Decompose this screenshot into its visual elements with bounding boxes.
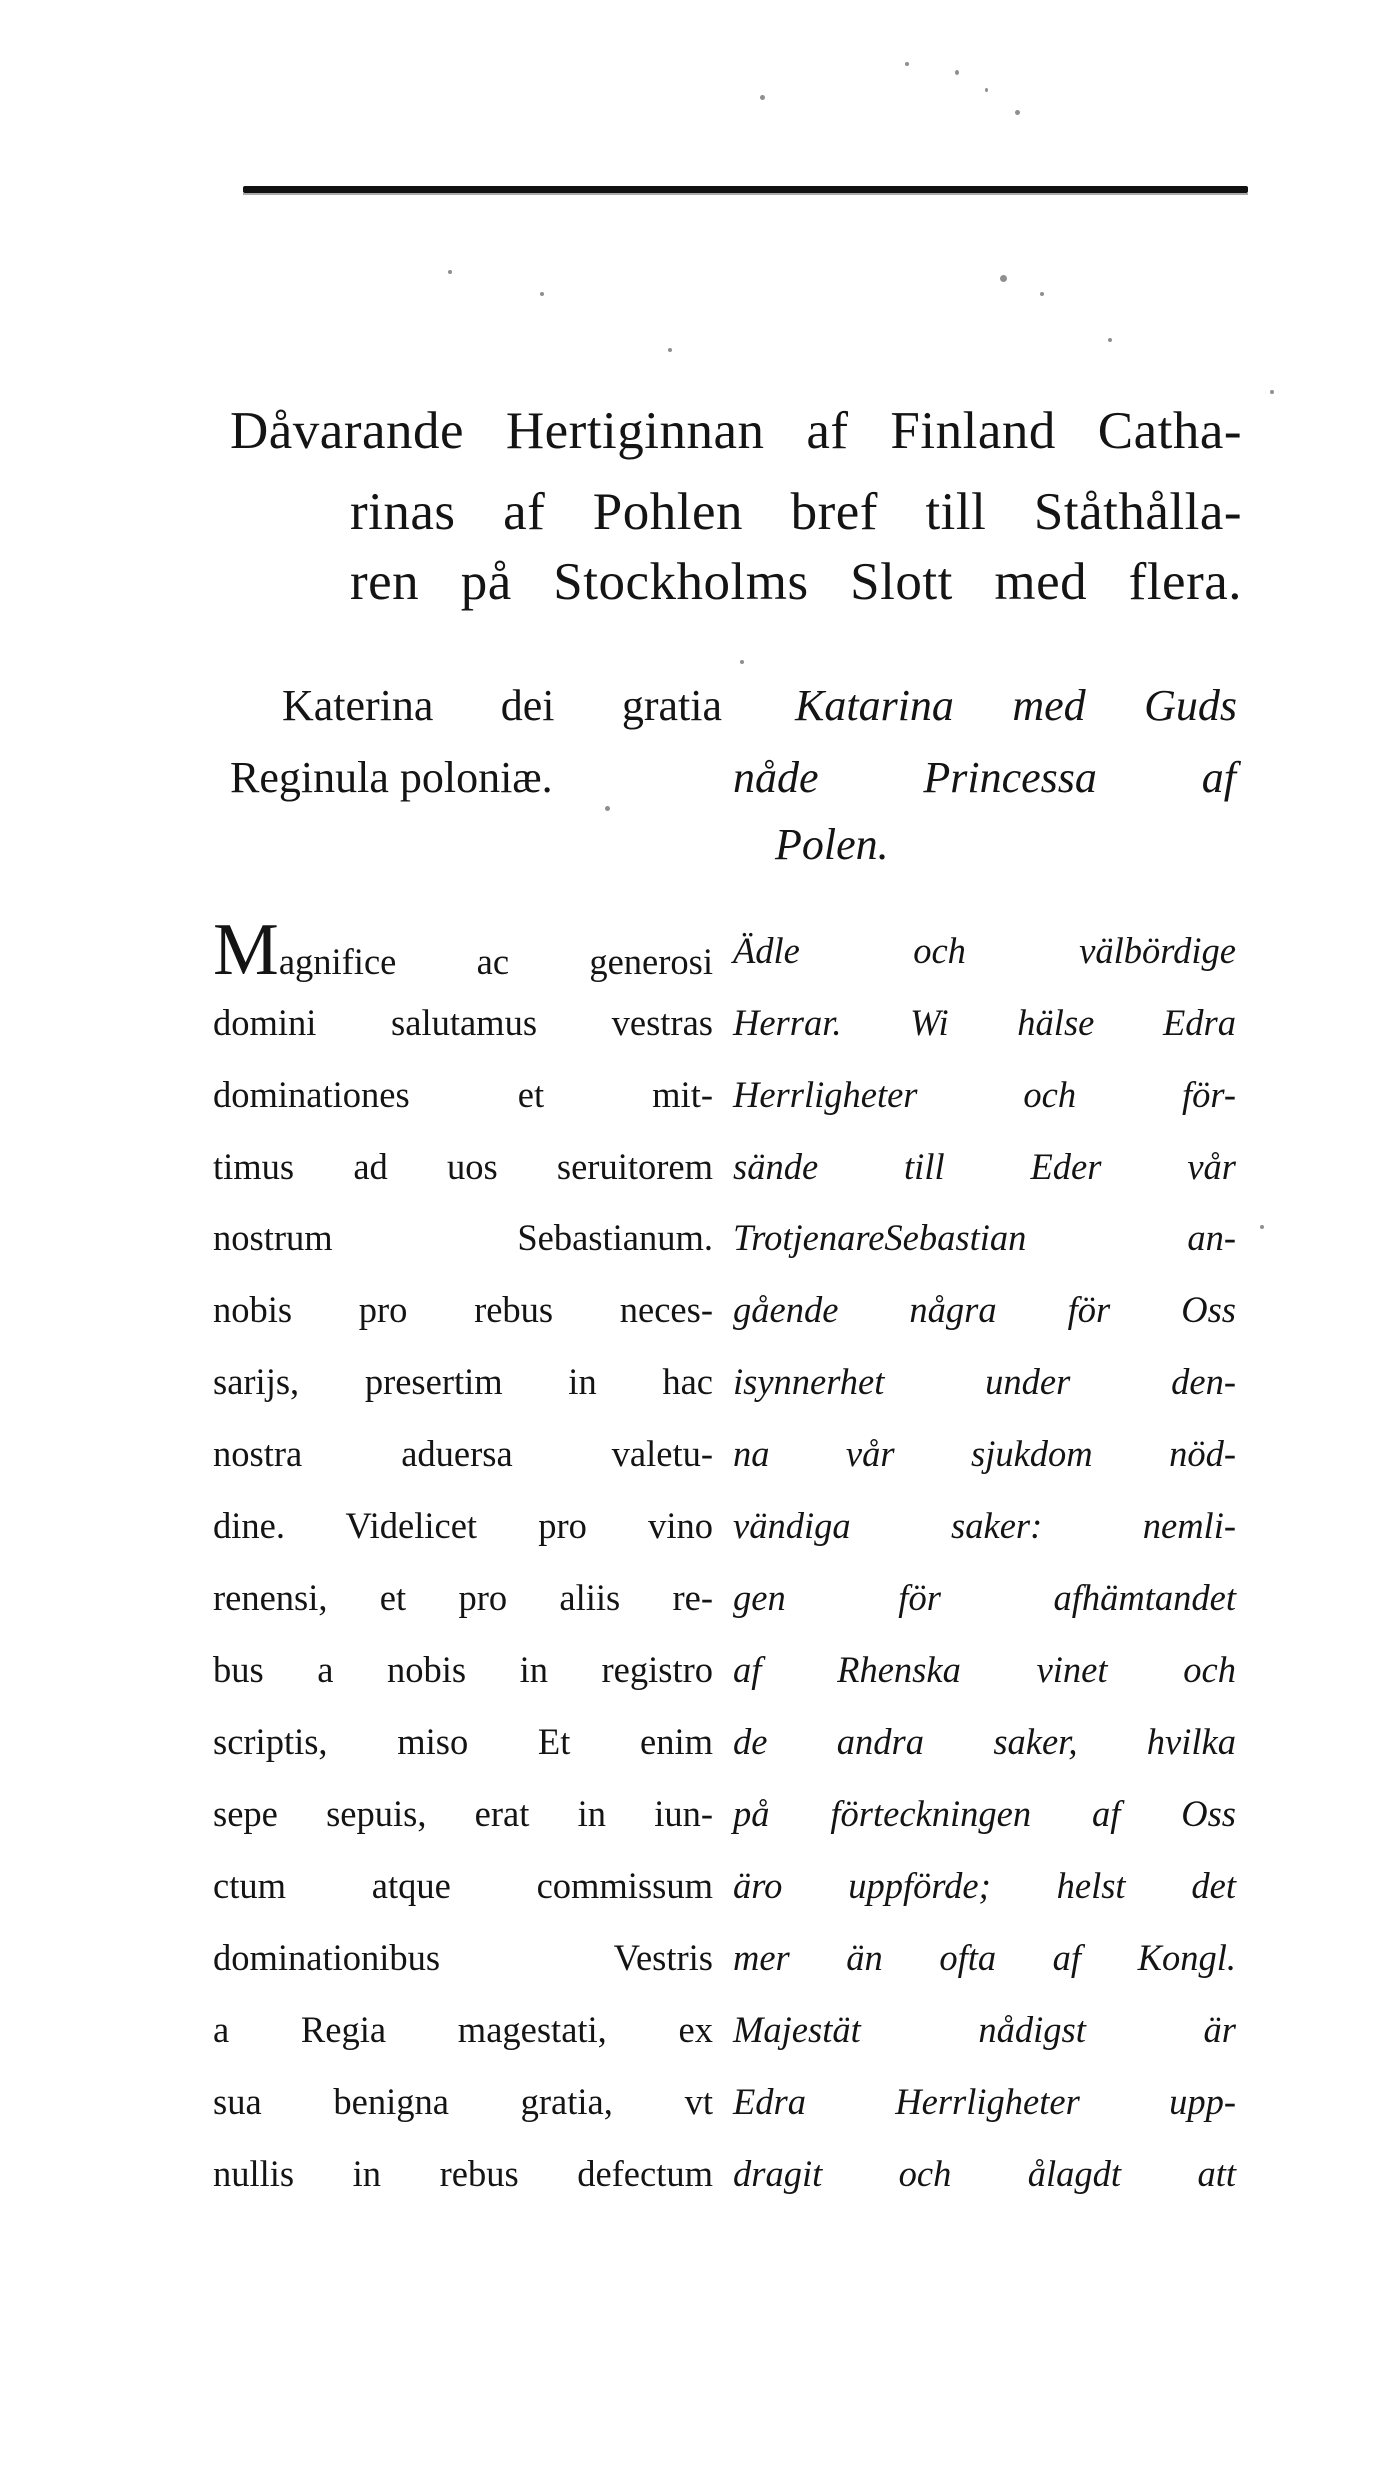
swedish-line: Edra Herrligheter upp- [733, 2081, 1236, 2122]
swedish-line: mer än ofta af Kongl. [733, 1937, 1236, 1978]
swedish-line: dragit och ålagdt att [733, 2153, 1236, 2194]
swedish-line: sände till Eder vår [733, 1146, 1236, 1187]
title-line-1: Dåvarande Hertiginnan af Finland Catha- [230, 402, 1242, 460]
title-line-3: ren på Stockholms Slott med flera. [350, 553, 1242, 611]
latin-line: sua benigna gratia, vt [213, 2081, 713, 2122]
latin-line: nostra aduersa valetu- [213, 1433, 713, 1474]
print-speck [1040, 292, 1044, 296]
latin-line: domini salutamus vestras [213, 1002, 713, 1043]
print-speck [740, 660, 744, 664]
latin-line: sarijs, presertim in hac [213, 1361, 713, 1402]
latin-line: Magnifice ac generosi [213, 909, 713, 991]
swedish-line: na vår sjukdom nöd- [733, 1433, 1236, 1474]
latin-salutation-line-2: Reginula poloniæ. [230, 753, 553, 802]
swedish-line: Herrligheter och för- [733, 1074, 1236, 1115]
print-speck [1270, 390, 1274, 394]
latin-line: timus ad uos seruitorem [213, 1146, 713, 1187]
swedish-line: gen för afhämtandet [733, 1577, 1236, 1618]
swedish-line: Herrar. Wi hälse Edra [733, 1002, 1236, 1043]
latin-line: dine. Videlicet pro vino [213, 1505, 713, 1546]
latin-salutation-line-1: Katerina dei gratia [282, 681, 722, 730]
swedish-salutation-line-2: nåde Princessa af [733, 753, 1236, 802]
latin-line: dominationibus Vestris [213, 1937, 713, 1978]
print-speck [1015, 110, 1020, 115]
swedish-salutation-line-1: Katarina med Guds [795, 681, 1237, 730]
latin-line: dominationes et mit- [213, 1074, 713, 1115]
swedish-line: vändiga saker: nemli- [733, 1505, 1236, 1546]
latin-line: ctum atque commissum [213, 1865, 713, 1906]
latin-line: nostrum Sebastianum. [213, 1217, 713, 1258]
latin-line: sepe sepuis, erat in iun- [213, 1793, 713, 1834]
top-rule-shadow [243, 193, 1248, 195]
print-speck [955, 70, 959, 75]
print-speck [668, 348, 672, 352]
swedish-line: de andra saker, hvilka [733, 1721, 1236, 1762]
swedish-line: Ädle och välbördige [733, 930, 1236, 971]
swedish-line: TrotjenareSebastian an- [733, 1217, 1236, 1258]
print-speck [760, 95, 765, 100]
swedish-line: äro uppförde; helst det [733, 1865, 1236, 1906]
latin-line: nobis pro rebus neces- [213, 1289, 713, 1330]
top-rule [243, 186, 1248, 193]
latin-line: scriptis, miso Et enim [213, 1721, 713, 1762]
swedish-salutation-line-3: Polen. [775, 820, 889, 869]
print-speck [985, 88, 988, 92]
print-speck [448, 270, 452, 274]
print-speck [540, 292, 544, 296]
latin-line: a Regia magestati, ex [213, 2009, 713, 2050]
latin-line: nullis in rebus defectum [213, 2153, 713, 2194]
print-speck [1000, 275, 1007, 282]
swedish-line: på förteckningen af Oss [733, 1793, 1236, 1834]
swedish-line: isynnerhet under den- [733, 1361, 1236, 1402]
swedish-line: af Rhenska vinet och [733, 1649, 1236, 1690]
print-speck [605, 806, 610, 811]
swedish-line: Majestät nådigst är [733, 2009, 1236, 2050]
print-speck [1108, 338, 1112, 342]
title-line-2: rinas af Pohlen bref till Ståthålla- [350, 483, 1242, 541]
swedish-line: gående några för Oss [733, 1289, 1236, 1330]
print-speck [1260, 1225, 1264, 1229]
latin-line: renensi, et pro aliis re- [213, 1577, 713, 1618]
print-speck [905, 62, 909, 66]
latin-line: bus a nobis in registro [213, 1649, 713, 1690]
drop-cap: M [213, 909, 279, 991]
